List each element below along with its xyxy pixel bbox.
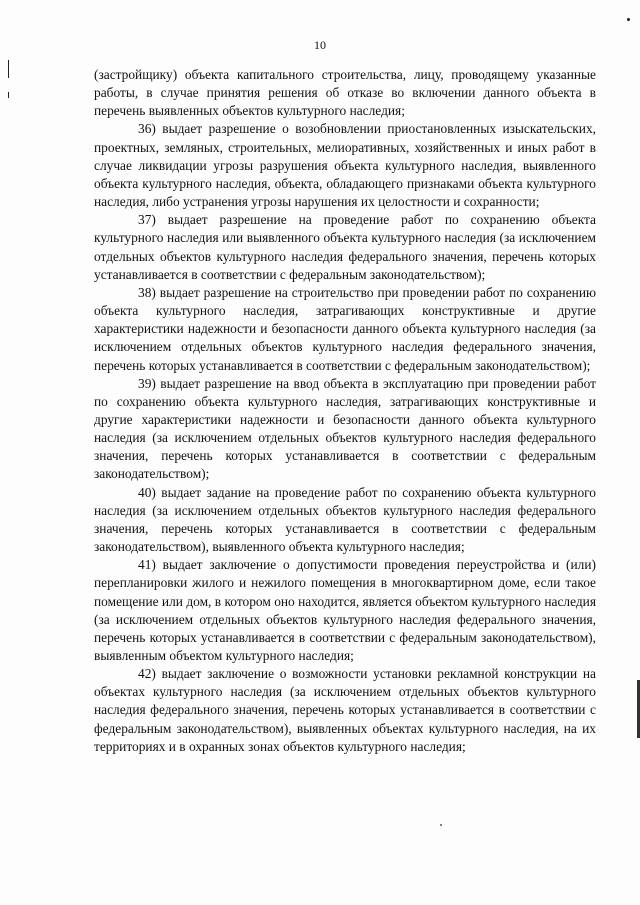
paragraph-item-36: 36) выдает разрешение о возобновлении приостановленных изыскательских, проектных, земляных, строительных, мелиоративных, хозяйственных и иных работ в случае ликвидации угрозы разрушения объекта культурного наследия, выявленного объекта культурного наследия, объекта, обладающего признаками объекта культурного наследия, либо устранения угрозы нарушения их целостности и сохранности; (94, 121, 596, 210)
scan-artifact-line (8, 60, 9, 78)
paragraph-item-40: 40) выдает задание на проведение работ по сохранению объекта культурного наследия (за исключением отдельных объектов культурного наследия федерального значения, перечень которых устанавливается в соответствии с федеральным законодательством), выявленного объекта культурного наследия; (94, 484, 596, 555)
paragraph-item-42: 42) выдает заключение о возможности установки рекламной конструкции на объектах культурного наследия (за исключением отдельных объектов культурного наследия федерального значения, перечень которых устанавливается в соответствии с федеральным законодательством), выявленных объектах культурного наследия, на их территориях и в охранных зонах объектов культурного наследия; (94, 666, 596, 754)
page-number: 10 (314, 38, 326, 52)
scan-artifact-line (8, 92, 9, 98)
paragraph-item-41: 41) выдает заключение о допустимости проведения переустройства и (или) перепланировки жилого и нежилого помещения в многоквартирном доме, если такое помещение или дом, в котором оно находится, является объектом культурного наследия (за исключением отдельных объектов культурного наследия федерального значения, перечень которых устанавливается в соответствии с федеральным законодательством), выявленным объектом культурного наследия; (94, 557, 596, 663)
document-body (94, 66, 596, 756)
paragraph-item-38: 38) выдает разрешение на строительство при проведении работ по сохранению объекта культурного наследия, затрагивающих конструктивные и другие характеристики надежности и безопасности данного объекта культурного наследия (за исключением отдельных объектов культурного наследия федерального значения, перечень которых устанавливается в соответствии с федеральным законодательством); (94, 284, 596, 373)
paragraph-continuation: (застройщику) объекта капитального строительства, лицу, проводящему указанные работы, в случае принятия решения об отказе во включении данного объекта в перечень выявленных объектов культурного наследия; (94, 67, 596, 119)
paragraph-item-37: 37) выдает разрешение на проведение работ по сохранению объекта культурного наследия или выявленного объекта культурного наследия (за исключением отдельных объектов культурного наследия федерального значения, перечень которых устанавливается в соответствии с федеральным законодательством); (94, 212, 596, 282)
paragraph-item-39: 39) выдает разрешение на ввод объекта в эксплуатацию при проведении работ по сохранению объекта культурного наследия, затрагивающих конструктивные и другие характеристики надежности и безопасности данного объекта культурного наследия (за исключением отдельных объектов культурного наследия федерального значения, перечень которых устанавливается в соответствии с федеральным законодательством); (94, 375, 596, 482)
scan-artifact-dot (627, 18, 630, 21)
scan-artifact-dot (440, 824, 442, 826)
